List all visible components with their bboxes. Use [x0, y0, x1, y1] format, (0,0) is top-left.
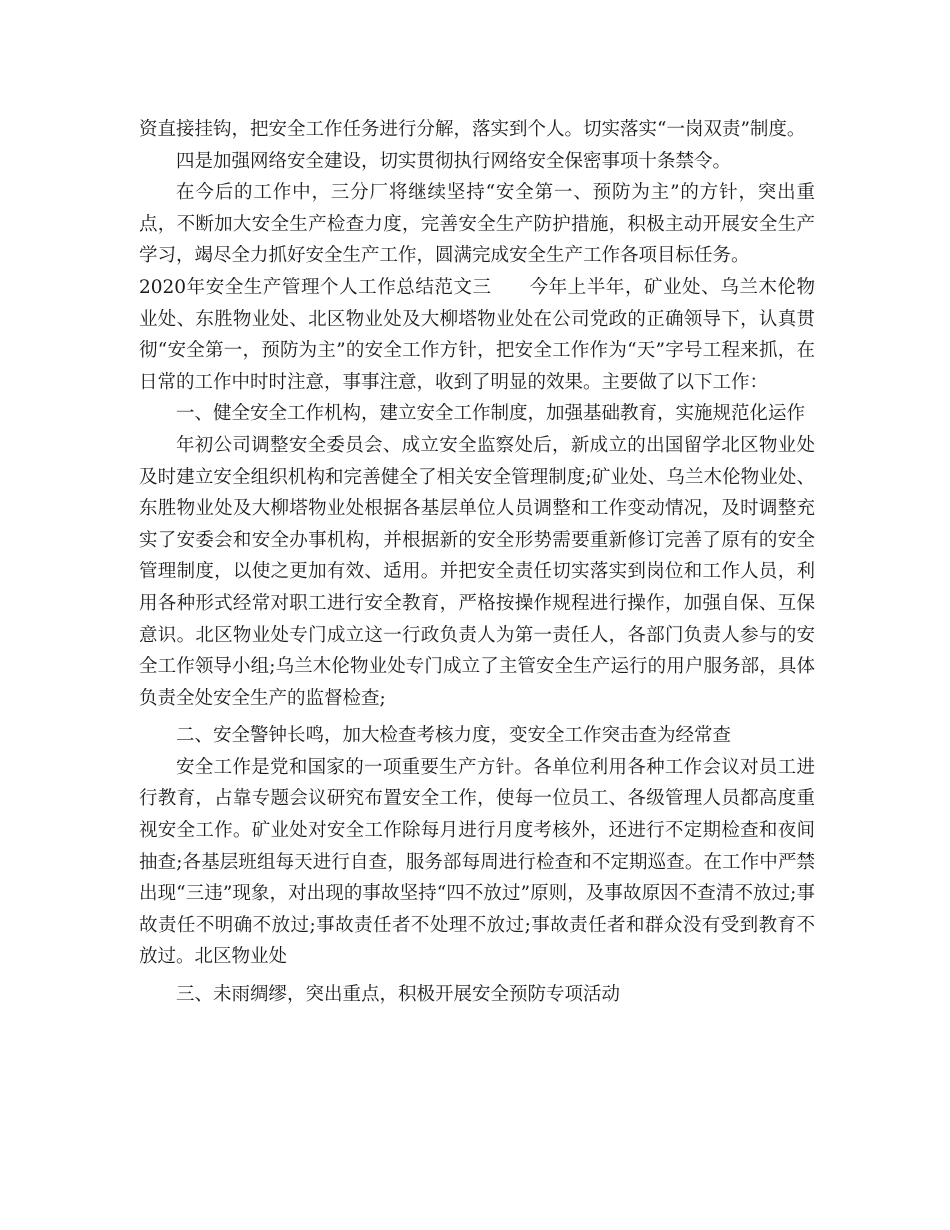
paragraph-1: 资直接挂钩，把安全工作任务进行分解，落实到个人。切实落实“一岗双责”制度。 — [139, 119, 806, 140]
paragraph-5: 年初公司调整安全委员会、成立安全监察处后，新成立的出国留学北区物业处及时建立安全组织机构和完善健全了相关安全管理制度;矿业处、乌兰木伦物业处、东胜物业处及大柳塔物业处根据各基层单位人员调整和工作变动情况，及时调整充实了安委会和安全办事机构，并根据新的安全形势需要重新修订完善了原有的安全管理制度，以使之更加有效、适用。并把安全责任切实落实到岗位和工作人员，利用各种形式经常对职工进行安全教育，严格按操作规程进行操作，加强自保、互保意识。北区物业处专门成立这一行政负责人为第一责任人，各部门负责人参与的安全工作领导小组;乌兰木伦物业处专门成立了主管安全生产运行的用户服务部，具体负责全处安全生产的监督检查; — [139, 434, 815, 709]
paragraph-4: 2020年安全生产管理个人工作总结范文三 今年上半年，矿业处、乌兰木伦物业处、东胜物业处、北区物业处及大柳塔物业处在公司党政的正确领导下，认真贯彻“安全第一，预防为主”的安全工作方针，把安全工作作为“天”字号工程来抓，在日常的工作中时时注意，事事注意，收到了明显的效果。主要做了以下工作： — [139, 276, 815, 393]
paragraph-2: 四是加强网络安全建设，切实贯彻执行网络安全保密事项十条禁令。 — [176, 150, 732, 172]
section-heading-2: 二、安全警钟长鸣，加大检查考核力度，变安全工作突击查为经常查 — [176, 725, 732, 747]
section-heading-3: 三、未雨绸缪，突出重点，积极开展安全预防专项活动 — [176, 984, 621, 1006]
paragraph-6: 安全工作是党和国家的一项重要生产方针。各单位利用各种工作会议对员工进行教育，占靠专题会议研究布置安全工作，使每一位员工、各级管理人员都高度重视安全工作。矿业处对安全工作除每月进行月度考核外，还进行不定期检查和夜间抽查;各基层班组每天进行自查，服务部每周进行检查和不定期巡查。在工作中严禁出现“三违”现象，对出现的事故坚持“四不放过”原则，及事故原因不查清不放过;事故责任不明确不放过;事故责任者不处理不放过;事故责任者和群众没有受到教育不放过。北区物业处 — [139, 756, 815, 968]
document-body — [139, 114, 815, 1011]
paragraph-3: 在今后的工作中，三分厂将继续坚持“安全第一、预防为主”的方针，突出重点，不断加大安全生产检查力度，完善安全生产防护措施，积极主动开展安全生产学习，竭尽全力抓好安全生产工作，圆满完成安全生产工作各项目标任务。 — [139, 182, 815, 267]
section-heading-1: 一、健全安全工作机构，建立安全工作制度，加强基础教育，实施规范化运作 — [176, 403, 806, 425]
